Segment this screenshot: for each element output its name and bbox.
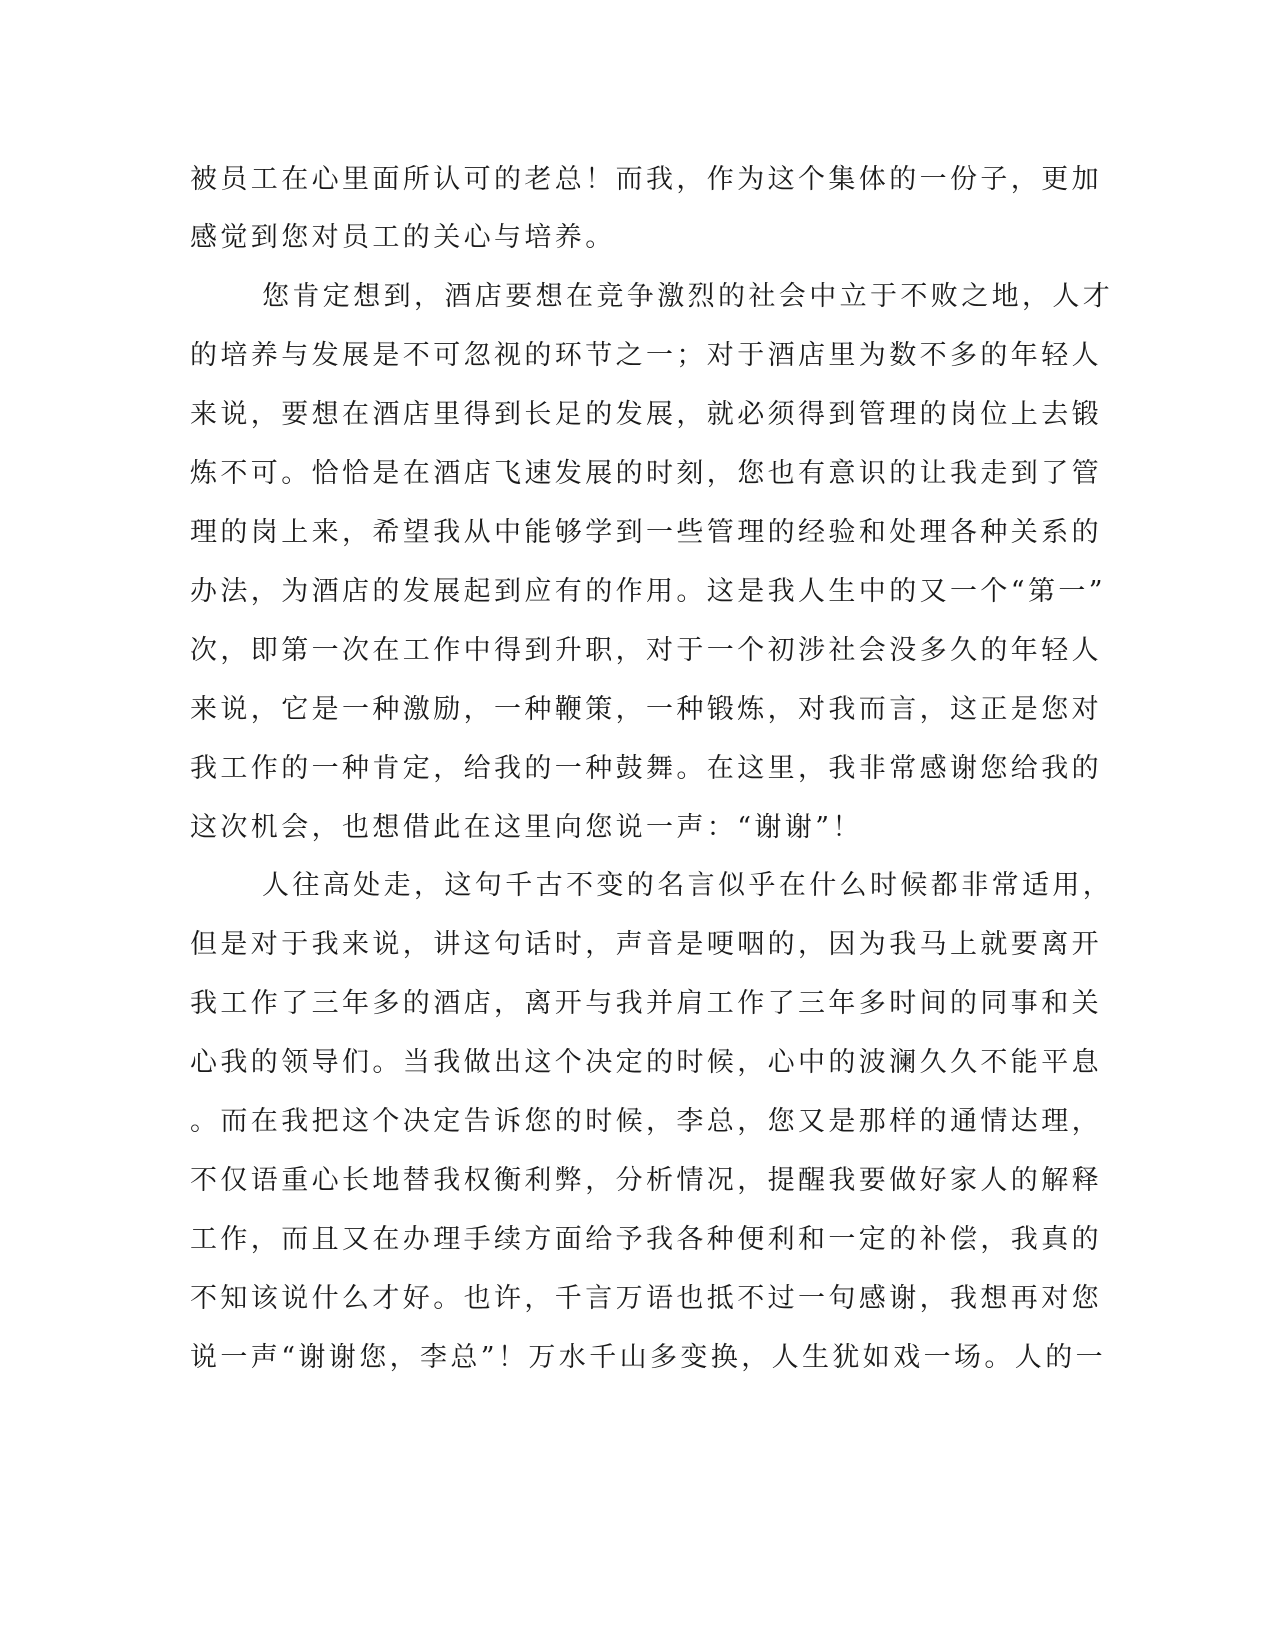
text-line: 的培养与发展是不可忽视的环节之一；对于酒店里为数不多的年轻人 [190, 340, 1102, 371]
text-line: 办法，为酒店的发展起到应有的作用。这是我人生中的又一个“第一” [190, 576, 1107, 607]
text-line: 。而在我把这个决定告诉您的时候，李总，您又是那样的通情达理， [190, 1106, 1102, 1137]
text-line: 被员工在心里面所认可的老总！而我，作为这个集体的一份子，更加 [190, 164, 1102, 195]
text-line: 来说，要想在酒店里得到长足的发展，就必须得到管理的岗位上去锻 [190, 399, 1102, 430]
text-line: 但是对于我来说，讲这句话时，声音是哽咽的，因为我马上就要离开 [190, 929, 1102, 960]
text-line: 工作，而且又在办理手续方面给予我各种便利和一定的补偿，我真的 [190, 1224, 1102, 1255]
text-line: 这次机会，也想借此在这里向您说一声：“谢谢”！ [190, 812, 863, 843]
text-line: 感觉到您对员工的关心与培养。 [190, 222, 616, 253]
text-line: 炼不可。恰恰是在酒店飞速发展的时刻，您也有意识的让我走到了管 [190, 458, 1102, 489]
text-line: 次，即第一次在工作中得到升职，对于一个初涉社会没多久的年轻人 [190, 635, 1102, 666]
text-line: 理的岗上来，希望我从中能够学到一些管理的经验和处理各种关系的 [190, 517, 1102, 548]
text-line: 说一声“谢谢您，李总”！万水千山多变换，人生犹如戏一场。人的一 [190, 1342, 1107, 1373]
text-line: 不知该说什么才好。也许，千言万语也抵不过一句感谢，我想再对您 [190, 1283, 1102, 1314]
text-line: 我工作了三年多的酒店，离开与我并肩工作了三年多时间的同事和关 [190, 988, 1102, 1019]
text-line: 来说，它是一种激励，一种鞭策，一种锻炼，对我而言，这正是您对 [190, 694, 1102, 725]
text-line: 我工作的一种肯定，给我的一种鼓舞。在这里，我非常感谢您给我的 [190, 753, 1102, 784]
text-line: 心我的领导们。当我做出这个决定的时候，心中的波澜久久不能平息 [190, 1047, 1102, 1078]
text-line: 人往高处走，这句千古不变的名言似乎在什么时候都非常适用， [262, 870, 1114, 901]
text-line: 不仅语重心长地替我权衡利弊，分析情况，提醒我要做好家人的解释 [190, 1165, 1102, 1196]
text-line: 您肯定想到，酒店要想在竞争激烈的社会中立于不败之地，人才 [262, 281, 1114, 312]
